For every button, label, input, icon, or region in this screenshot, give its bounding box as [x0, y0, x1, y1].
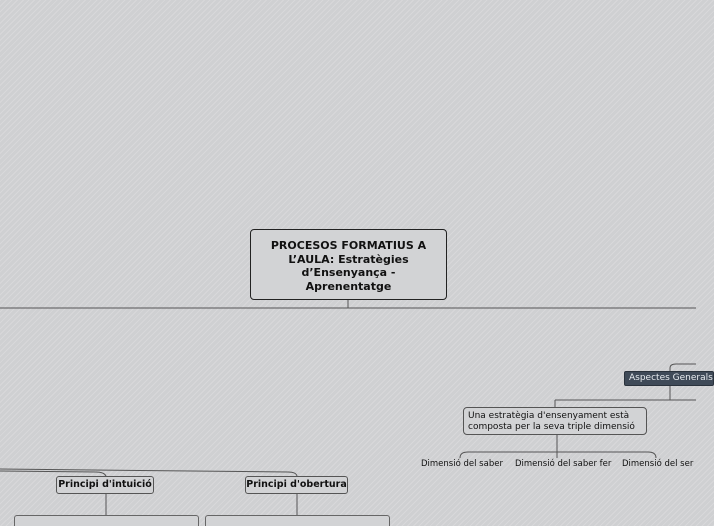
central-topic-line-1: PROCESOS FORMATIUS A	[270, 239, 427, 252]
central-topic-line-3: d’Ensenyança -	[301, 266, 396, 279]
central-topic-line-4: Aprenentatge	[305, 279, 392, 293]
principi-intuicio-node[interactable]: Principi d'intuició	[56, 476, 154, 494]
dimension-saber[interactable]: Dimensió del saber	[421, 459, 503, 469]
central-topic-line-2: L’AULA: Estratègies	[288, 252, 409, 266]
estrategia-description-node[interactable]	[463, 407, 647, 435]
dimension-ser[interactable]: Dimensió del ser	[622, 459, 694, 469]
connector-dimensions-bracket	[460, 452, 656, 458]
central-topic[interactable]	[250, 229, 447, 300]
estrategia-line-1: Una estratègia d'ensenyament està	[468, 411, 630, 421]
connector-principle-2	[0, 469, 297, 476]
dimension-saber-fer[interactable]: Dimensió del saber fer	[515, 459, 612, 469]
connector-aspectes-up	[670, 364, 696, 371]
estrategia-line-2: composta per la seva triple dimensió	[468, 422, 635, 432]
principi-obertura-node[interactable]: Principi d'obertura	[245, 476, 348, 494]
principi-intuicio-child-node[interactable]	[14, 515, 199, 526]
principi-obertura-child-node[interactable]	[205, 515, 390, 526]
aspectes-generals-topic[interactable]: Aspectes Generals	[624, 371, 714, 386]
